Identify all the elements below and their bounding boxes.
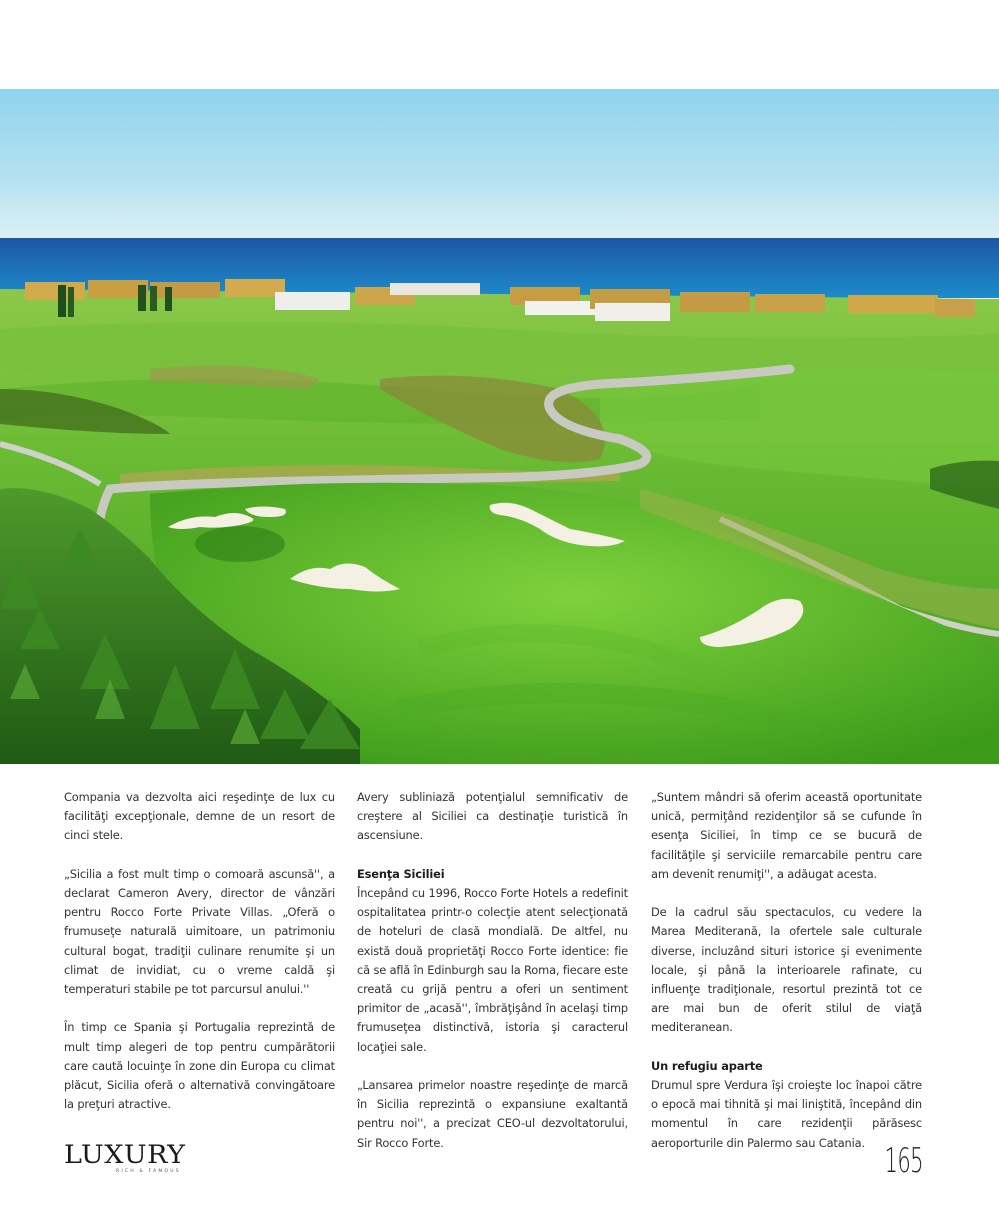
paragraph: „Suntem mândri să oferim această oportunitate unică, permiţând rezidenţilor să se cufunde în esenţa Siciliei, în timp ce se bucură de facilităţile şi serviciile remarcabile pentru care am devenit renumiţi'', a adăugat acesta.	[651, 790, 922, 881]
article-body	[64, 788, 922, 1150]
paragraph: Începând cu 1996, Rocco Forte Hotels a redefinit ospitalitatea printr-o colecţie atent selecţionată de hoteluri de clasă mondială. De altfel, nu există două proprietăţi Rocco Forte identice: fie că se află în Edinburgh sau la Roma, fiecare este creată cu grijă pentru a oferi un sentiment primitor de „acasă'', îmbrăţişând în acelaşi timp frumuseţea distinctivă, istoria şi caracterul locaţiei sale.	[357, 886, 628, 1054]
magazine-logo	[64, 1143, 189, 1179]
sea	[0, 238, 999, 298]
paragraph: Compania va dezvolta aici reşedinţe de lux cu facilităţi excepţionale, demne de un resort de cinci stele.	[64, 790, 335, 843]
paragraph: De la cadrul său spectaculos, cu vedere la Marea Mediterană, la ofertele sale culturale diverse, incluzând situri istorice şi evenimente locale, şi până la interioarele rafinate, cu influenţe tradiţionale, resortul prezintă tot ce are mai bun de oferit stilul de viaţă mediteranean.	[651, 905, 922, 1035]
paragraph: În timp ce Spania şi Portugalia reprezintă de mult timp alegeri de top pentru cumpărătorii care caută locuinţe în zone din Europa cu climat plăcut, Sicilia oferă o alternativă convingătoare la preţuri atractive.	[64, 1020, 335, 1112]
paragraph: Avery subliniază potenţialul semnificativ de creştere al Siciliei ca destinaţie turistică în ascensiune.	[357, 790, 628, 843]
golf-course-illustration	[0, 89, 999, 764]
green-shadow	[195, 526, 285, 562]
article-column-2	[357, 788, 628, 1153]
paragraph: Drumul spre Verdura îşi croieşte loc înapoi către o epocă mai tihnită şi mai liniştită, începând din momentul în care rezidenţii părăsesc aeroporturile din Palermo sau Catania.	[651, 1078, 922, 1150]
article-column-1	[64, 788, 335, 1114]
paragraph: „Lansarea primelor noastre reşedinţe de marcă în Sicilia reprezintă o expansiune exaltantă pentru noi'', a precizat CEO-ul dezvoltatorului, Sir Rocco Forte.	[357, 1078, 628, 1150]
logo-tagline: RICH & FAMOUS	[116, 1169, 181, 1174]
hero-photo-golf-course	[0, 89, 999, 764]
article-column-3	[651, 788, 922, 1153]
paragraph: „Sicilia a fost mult timp o comoară ascunsă'', a declarat Cameron Avery, director de vânzări pentru Rocco Forte Private Villas. „Oferă o frumuseţe naturală uimitoare, un patrimoniu cultural bogat, tradiţii culinare renumite şi un climat de invidiat, cu o vreme caldă şi temperaturi stabile pe tot parcursul anului.''	[64, 866, 335, 997]
page-number: 165	[884, 1141, 923, 1181]
section-heading: Un refugiu aparte	[651, 1058, 763, 1073]
sky	[0, 89, 999, 239]
section-heading: Esenţa Siciliei	[357, 866, 445, 881]
logo-wordmark: LUXURY	[64, 1141, 186, 1170]
